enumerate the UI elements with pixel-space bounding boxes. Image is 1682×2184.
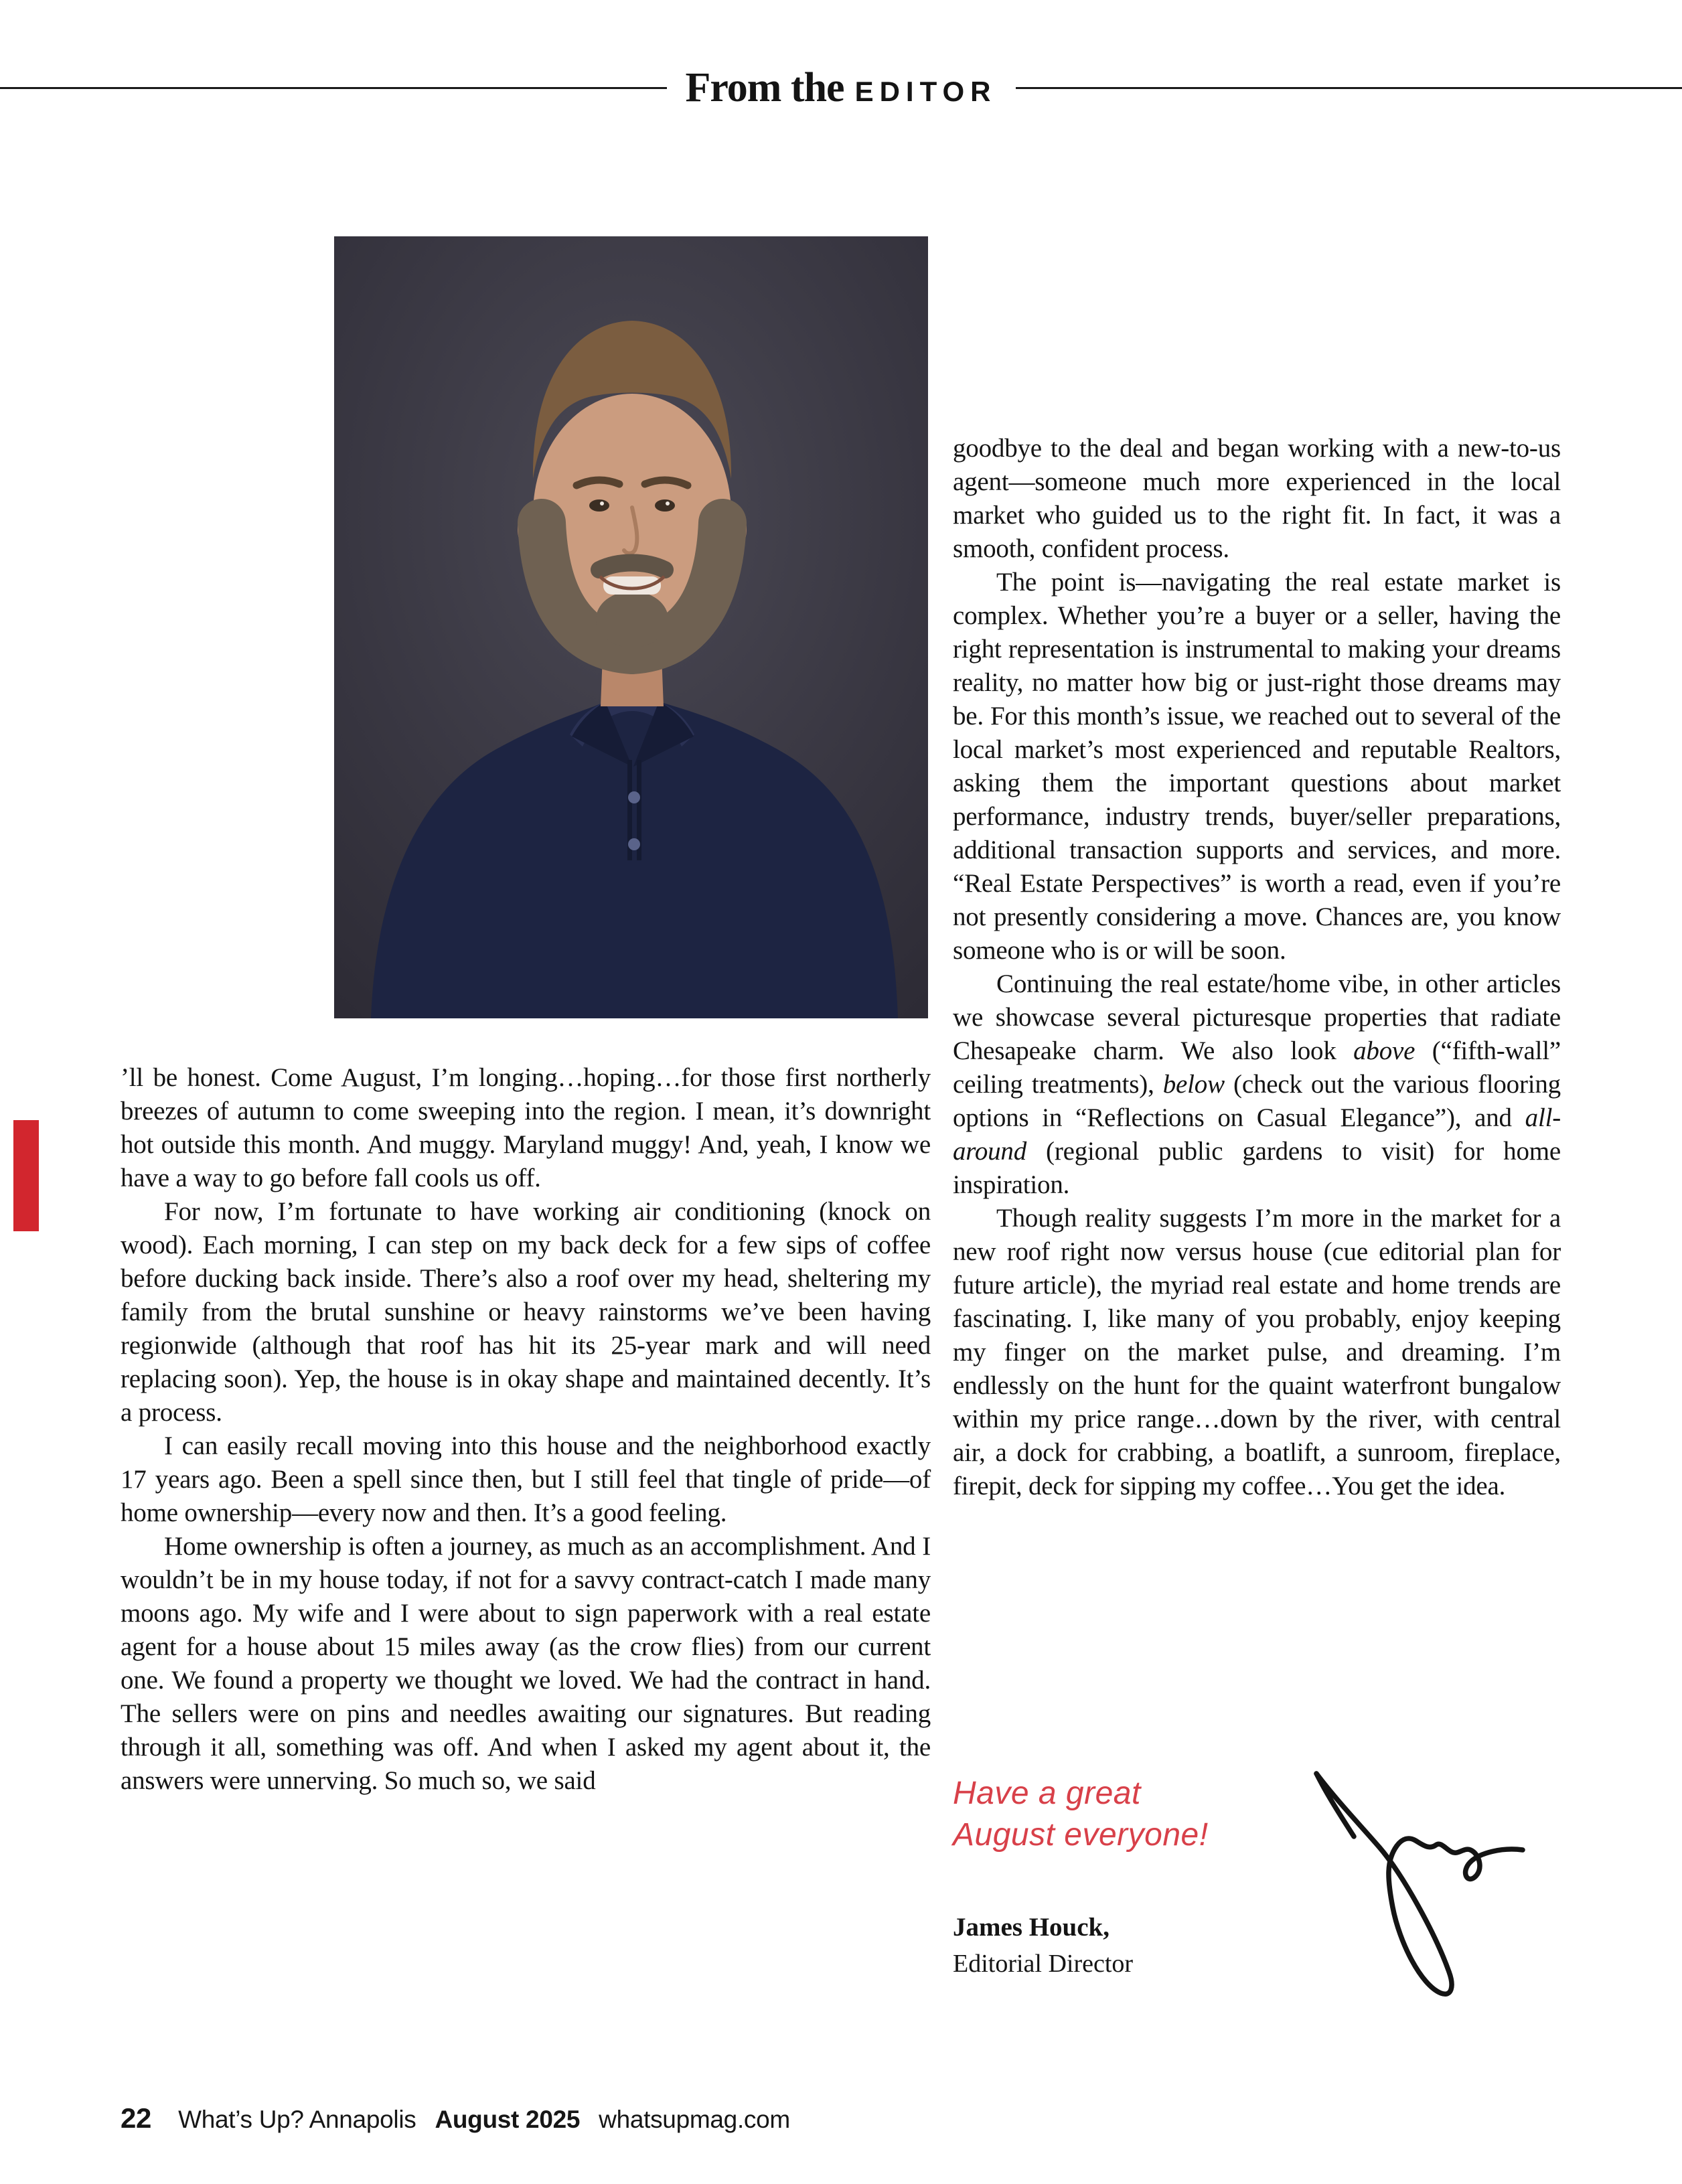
body-paragraph: Though reality suggests I’m more in the market for a new roof right now versus house (cue editorial plan for future article), the myriad real estate and home trends are fascinating. I, like many of you probably, enjoy keeping my finger on the market pulse, and dreaming. I’m endlessly on the hunt for the quaint waterfront bungalow within my price range…down by the river, with central air, a dock for crabbing, a boatlift, a sunroom, fireplace, firepit, deck for sipping my coffee…You get the idea. bbox=[953, 1204, 1561, 1500]
body-paragraph: goodbye to the deal and began working with a new-to-us agent—someone much more experienced in the local market who guided us to the right fit. In fact, it was a smooth, confident process. bbox=[953, 434, 1561, 563]
article-right-column bbox=[953, 432, 1561, 1503]
editor-portrait-photo bbox=[334, 236, 928, 1018]
editor-signature-icon bbox=[1298, 1733, 1539, 2021]
issue-date: August 2025 bbox=[435, 2106, 581, 2133]
editor-name: James Houck, bbox=[953, 1913, 1110, 1942]
drop-cap-letter-i bbox=[13, 1120, 39, 1231]
section-header bbox=[0, 64, 1682, 112]
page-footer bbox=[121, 2102, 790, 2134]
body-paragraph: For now, I’m fortunate to have working air conditioning (knock on wood). Each morning, I can step on my back deck for a few sips of coffee before ducking back inside. There’s also a roof over my head, sheltering my family from the brutal sunshine or heavy rainstorms we’ve been having regionwide (although that roof has hit its 25-year mark and will need replacing soon). Yep, the house is in okay shape and maintained decently. It’s a process. bbox=[121, 1197, 931, 1427]
website-url: whatsupmag.com bbox=[599, 2106, 790, 2133]
header-rule-right bbox=[1016, 87, 1682, 89]
page-title bbox=[667, 64, 1016, 112]
article-left-column bbox=[121, 1061, 931, 1798]
body-paragraph: I can easily recall moving into this house and the neighborhood exactly 17 years ago. Been a spell since then, but I still feel that tingle of pride—of home ownership—every now and then. It’s a good feeling. bbox=[121, 1431, 931, 1527]
page-number: 22 bbox=[121, 2102, 152, 2134]
body-paragraph: The point is—navigating the real estate market is complex. Whether you’re a buyer or a seller, having the right representation is instrumental to making your dreams reality, no matter how big or just-right those dreams may be. For this month’s issue, we reached out to several of the local market’s most experienced and reputable Realtors, asking them the important questions about market performance, industry trends, buyer/seller preparations, additional transaction supports and services, and more. “Real Estate Perspectives” is worth a read, even if you’re not presently considering a move. Chances are, you know someone who is or will be soon. bbox=[953, 568, 1561, 965]
header-rule-left bbox=[0, 87, 667, 89]
page-title-caps: EDITOR bbox=[854, 76, 997, 107]
body-paragraph: Home ownership is often a journey, as much as an accomplishment. And I wouldn’t be in my house today, if not for a savvy contract-catch I made many moons ago. My wife and I were about to sign paperwork with a real estate agent for a house about 15 miles away (as the crow flies) from our current one. We found a property we thought we loved. We had the contract in hand. The sellers were on pins and needles awaiting our signatures. But reading through it all, something was off. And when I asked my agent about it, the answers were unnerving. So much so, we said bbox=[121, 1532, 931, 1795]
magazine-name: What’s Up? Annapolis bbox=[178, 2106, 416, 2133]
signoff-message-line1: Have a great bbox=[953, 1776, 1141, 1811]
portrait-illustration bbox=[334, 236, 928, 1018]
editor-signoff bbox=[953, 1773, 1209, 1979]
page-title-serif: From the bbox=[685, 65, 844, 110]
signoff-message-line2: August everyone! bbox=[953, 1817, 1209, 1853]
opening-paragraph-text: ’ll be honest. Come August, I’m longing…hoping…for those first northerly breezes of autumn to come sweeping into the region. I mean, it’s downright hot outside this month. And muggy. Maryland muggy! And, yeah, I know we have a way to go before fall cools us off. bbox=[121, 1063, 931, 1192]
opening-paragraph bbox=[121, 1061, 931, 1195]
editor-title: Editorial Director bbox=[953, 1950, 1134, 1978]
body-paragraph: Continuing the real estate/home vibe, in other articles we showcase several picturesque properties that radiate Chesapeake charm. We also look above (“fifth-wall” ceiling treatments), below (check out the various flooring options in “Reflections on Casual Elegance”), and all-around (regional public gardens to visit) for home inspiration. bbox=[953, 969, 1561, 1199]
